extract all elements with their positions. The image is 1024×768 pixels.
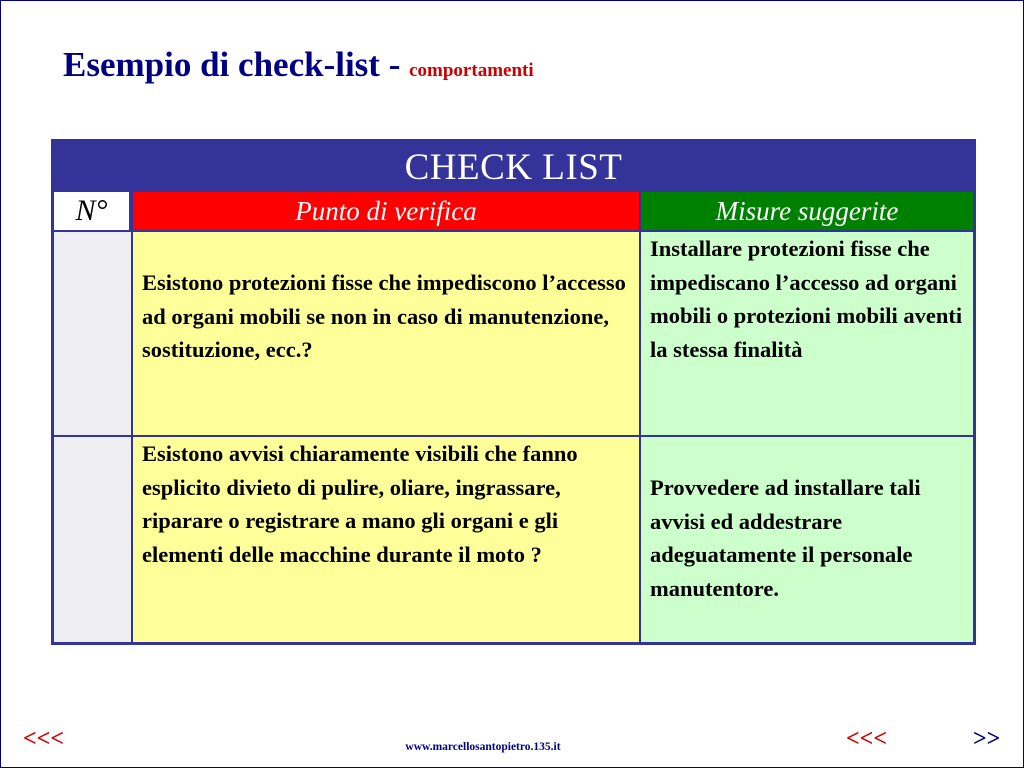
previous-slide-link[interactable]: <<< xyxy=(23,726,65,752)
punto-di-verifica-cell: Esistono protezioni fisse che impediscono l’accesso ad organi mobili se non in caso di manutenzione, sostituzione, ecc.? xyxy=(133,232,639,435)
footer-url: www.marcellosantopietro.135.it xyxy=(405,741,561,753)
page-title xyxy=(63,47,534,82)
title-main: Esempio di check-list - xyxy=(63,45,410,84)
column-header-punto-di-verifica: Punto di verifica xyxy=(133,192,639,230)
column-header-number: N° xyxy=(54,192,131,230)
misure-suggerite-cell: Installare protezioni fisse che impediscano l’accesso ad organi mobili o protezioni mobili aventi la stessa finalità xyxy=(641,232,973,435)
row-number-cell xyxy=(54,437,131,642)
checklist-header: CHECK LIST xyxy=(54,142,973,192)
column-header-misure-suggerite: Misure suggerite xyxy=(641,192,973,230)
punto-di-verifica-cell: Esistono avvisi chiaramente visibili che fanno esplicito divieto di pulire, oliare, ingrassare, riparare o registrare a mano gli organi e gli elementi delle macchine durante il moto ? xyxy=(133,437,639,642)
misure-suggerite-cell: Provvedere ad installare tali avvisi ed addestrare adeguatamente il personale manutentore. xyxy=(641,437,973,642)
title-subtitle: comportamenti xyxy=(409,60,534,81)
back-link[interactable]: <<< xyxy=(846,726,888,752)
table-row xyxy=(54,232,973,435)
row-number-cell xyxy=(54,232,131,435)
table-row xyxy=(54,437,973,642)
checklist-table xyxy=(51,139,976,645)
column-header-row xyxy=(54,192,973,230)
next-slide-link[interactable]: >> xyxy=(973,726,1001,752)
